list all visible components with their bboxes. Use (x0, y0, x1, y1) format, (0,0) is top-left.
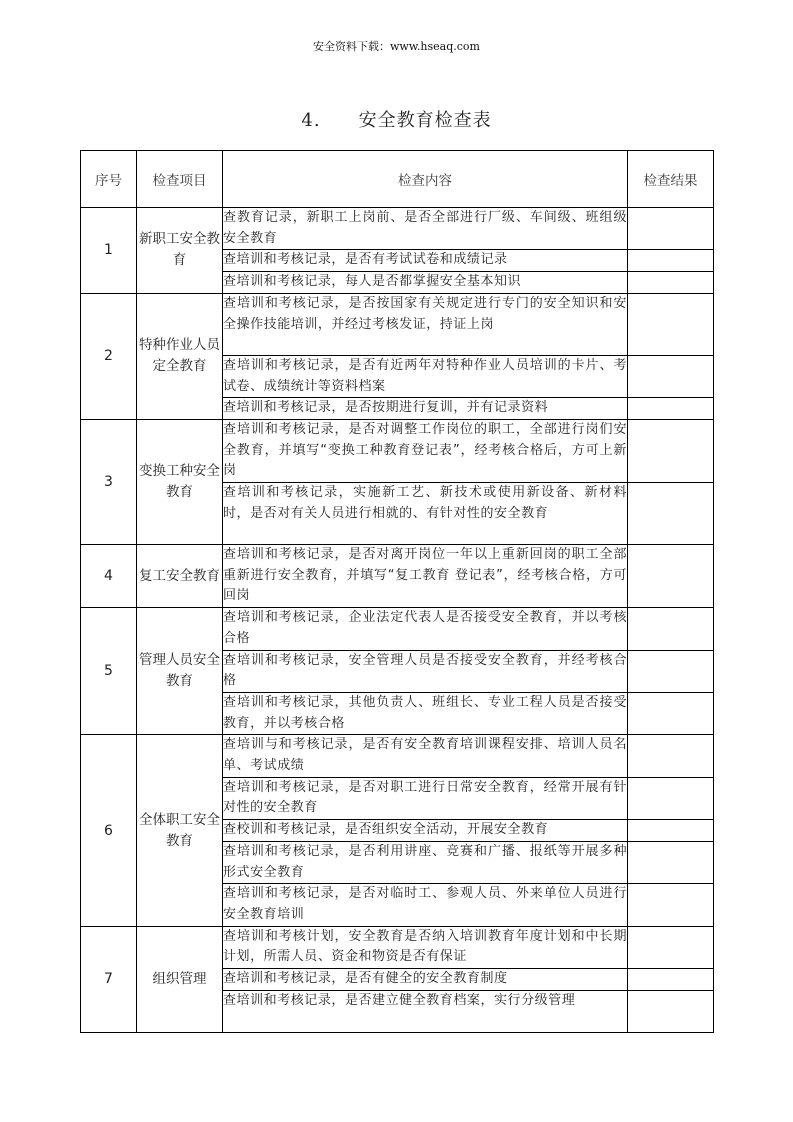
seq-cell: 2 (81, 293, 137, 419)
check-item-cell: 管理人员安全教育 (137, 608, 223, 735)
title-number: 4. (301, 110, 321, 131)
check-content-cell: 查培训和考核记录，是否有考试试卷和成绩记录 (223, 250, 628, 272)
check-result-cell[interactable] (628, 398, 714, 420)
check-item-cell: 组织管理 (137, 926, 223, 1032)
check-content-cell: 查培训和考核记录，安全管理人员是否接受安全教育，并经考核合格 (223, 650, 628, 692)
check-item-cell: 复工安全教育 (137, 545, 223, 608)
check-content-cell: 查培训和考核记录，是否对临时工、参观人员、外来单位人员进行安全教育培训 (223, 884, 628, 926)
table-row (81, 419, 714, 482)
check-content-cell: 查培训与和考核记录，是否有安全教育培训课程安排、培训人员名单、考试成绩 (223, 735, 628, 777)
check-content-cell: 查培训和考核记录，是否对调整工作岗位的职工，全部进行岗们安全教育，并填写“变换工种教育登记表”，经考核合格后，方可上新岗 (223, 419, 628, 482)
check-content-cell: 查培训和考核记录，是否有近两年对特种作业人员培训的卡片、考试卷、成绩统计等资料档案 (223, 355, 628, 397)
check-content-cell: 查培训和考核记录，是否建立健全教育档案，实行分级管理 (223, 990, 628, 1032)
check-item-cell: 全体职工安全教育 (137, 735, 223, 926)
check-result-cell[interactable] (628, 419, 714, 482)
check-item-cell: 新职工安全教育 (137, 208, 223, 294)
col-header-result: 检查结果 (628, 151, 714, 208)
check-result-cell[interactable] (628, 735, 714, 777)
col-header-seq: 序号 (81, 151, 137, 208)
check-result-cell[interactable] (628, 483, 714, 545)
check-result-cell[interactable] (628, 250, 714, 272)
check-result-cell[interactable] (628, 608, 714, 650)
check-result-cell[interactable] (628, 820, 714, 842)
check-content-cell: 查培训和考核记录，是否对离开岗位一年以上重新回岗的职工全部重新进行安全教育，并填写“复工教育 登记表”，经考核合格，方可回岗 (223, 545, 628, 608)
seq-cell: 7 (81, 926, 137, 1032)
table-row (81, 208, 714, 250)
check-result-cell[interactable] (628, 208, 714, 250)
page-title (0, 106, 793, 132)
check-content-cell: 查培训和考核记录，每人是否都掌握安全基本知识 (223, 272, 628, 294)
check-result-cell[interactable] (628, 692, 714, 734)
title-text: 安全教育检查表 (358, 110, 492, 131)
check-content-cell: 查培训和考核记录，实施新工艺、新技术或使用新设备、新材料时，是否对有关人员进行相就的、有针对性的安全教育 (223, 483, 628, 545)
check-content-cell: 查培训和考核计划，安全教育是否纳入培训教育年度计划和中长期计划，所需人员、资金和物资是否有保证 (223, 926, 628, 968)
check-content-cell: 查校训和考核记录，是否组织安全活动，开展安全教育 (223, 820, 628, 842)
seq-cell: 4 (81, 545, 137, 608)
table-header-row (81, 151, 714, 208)
seq-cell: 5 (81, 608, 137, 735)
check-content-cell: 查培训和考核记录，企业法定代表人是否接受安全教育，并以考核合格 (223, 608, 628, 650)
table-row (81, 926, 714, 968)
check-result-cell[interactable] (628, 841, 714, 883)
table-row (81, 735, 714, 777)
inspection-table (80, 150, 714, 1033)
check-content-cell: 查教育记录，新职工上岗前、是否全部进行厂级、车间级、班组级安全教育 (223, 208, 628, 250)
check-result-cell[interactable] (628, 650, 714, 692)
check-content-cell: 查培训和考核记录，是否按期进行复训，并有记录资料 (223, 398, 628, 420)
col-header-content: 检查内容 (223, 151, 628, 208)
table-body (81, 208, 714, 1033)
check-item-cell: 变换工种安全教育 (137, 419, 223, 544)
check-result-cell[interactable] (628, 777, 714, 819)
check-content-cell: 查培训和考核记录，是否对职工进行日常安全教育，经常开展有针对性的安全教育 (223, 777, 628, 819)
check-content-cell: 查培训和考核记录，是否利用讲座、竞赛和广播、报纸等开展多种形式安全教育 (223, 841, 628, 883)
check-result-cell[interactable] (628, 272, 714, 294)
seq-cell: 1 (81, 208, 137, 294)
table-row (81, 293, 714, 355)
seq-cell: 6 (81, 735, 137, 926)
check-item-cell: 特种作业人员定全教育 (137, 293, 223, 419)
check-result-cell[interactable] (628, 990, 714, 1032)
check-result-cell[interactable] (628, 926, 714, 968)
col-header-item: 检查项目 (137, 151, 223, 208)
table-row (81, 608, 714, 650)
check-result-cell[interactable] (628, 355, 714, 397)
check-result-cell[interactable] (628, 293, 714, 355)
check-result-cell[interactable] (628, 884, 714, 926)
seq-cell: 3 (81, 419, 137, 544)
check-content-cell: 查培训和考核记录，是否按国家有关规定进行专门的安全知识和安全操作技能培训，并经过考核发证，持证上岗 (223, 293, 628, 355)
table-row (81, 545, 714, 608)
check-content-cell: 查培训和考核记录，是否有健全的安全教育制度 (223, 969, 628, 991)
page-header: 安全资料下载：www.hseaq.com (313, 40, 480, 53)
check-content-cell: 查培训和考核记录，其他负责人、班组长、专业工程人员是否接受教育，并以考核合格 (223, 692, 628, 734)
check-result-cell[interactable] (628, 969, 714, 991)
check-result-cell[interactable] (628, 545, 714, 608)
